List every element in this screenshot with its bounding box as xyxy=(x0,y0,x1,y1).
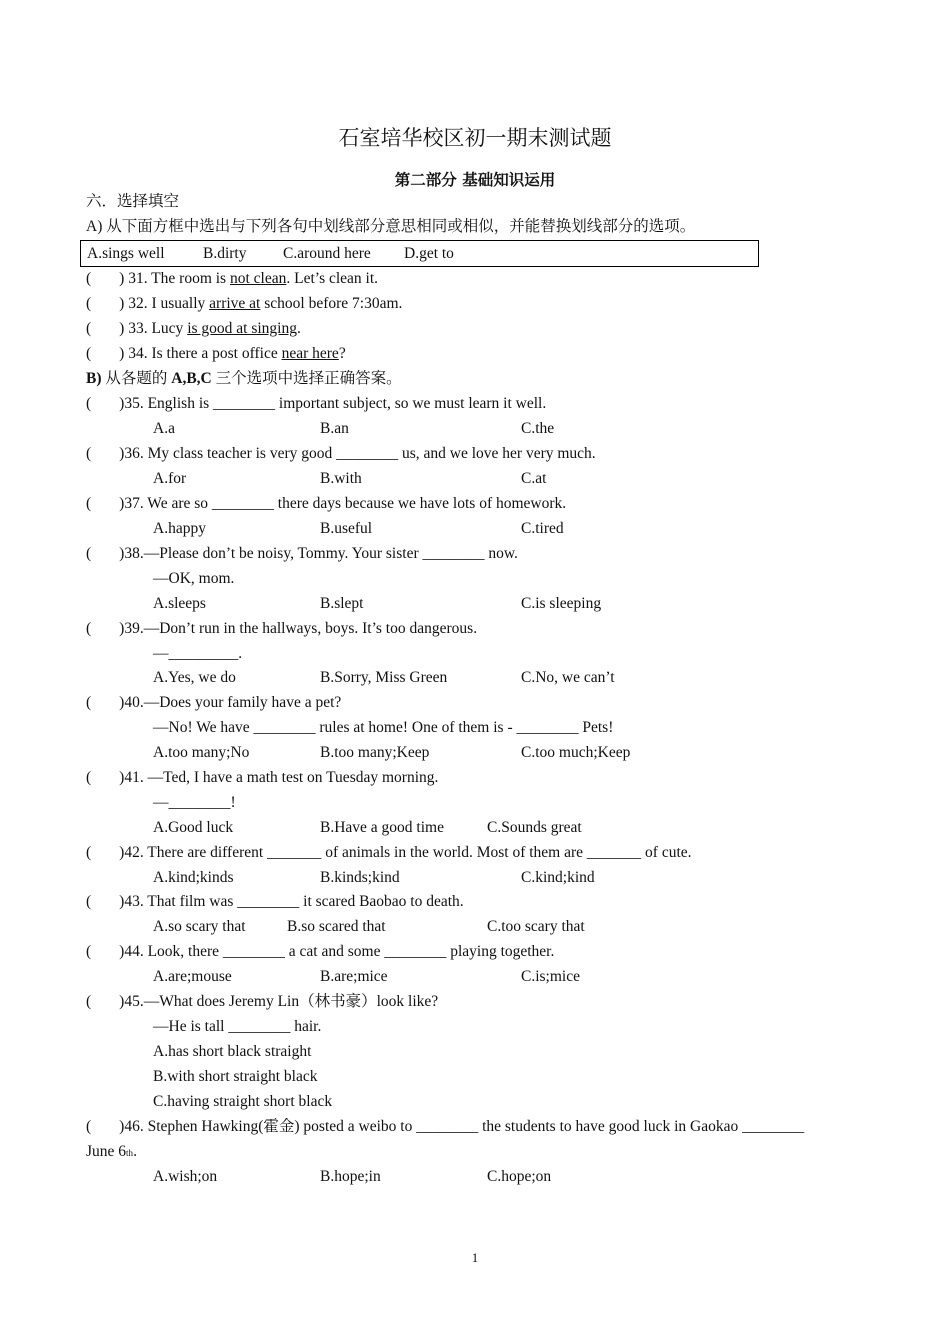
q44-option-b: B.are;mice xyxy=(320,968,388,985)
q41-option-c: C.Sounds great xyxy=(487,819,582,836)
paren: ( xyxy=(86,620,92,637)
q46-ordinal-suffix: th xyxy=(126,1148,134,1158)
q39-option-c: C.No, we can’t xyxy=(521,669,615,686)
part-b-text-2: 三个选项中选择正确答案。 xyxy=(211,370,402,387)
q45-text: )45.—What does Jeremy Lin（林书豪）look like? xyxy=(119,993,439,1010)
paren: ( xyxy=(86,270,92,287)
box-option-b: B.dirty xyxy=(203,245,247,262)
question-44 xyxy=(86,942,554,962)
q36-option-a: A.for xyxy=(153,470,187,487)
q40-option-c: C.too much;Keep xyxy=(521,744,631,761)
q45-option-b: B.with short straight black xyxy=(153,1068,318,1085)
paren: ( xyxy=(86,345,92,362)
q46-cont-text: June 6 xyxy=(86,1143,127,1160)
q36-option-c: C.at xyxy=(521,470,547,487)
part-b-label: B) xyxy=(86,370,102,387)
q41-option-a: A.Good luck xyxy=(153,819,234,836)
q38-option-c: C.is sleeping xyxy=(521,595,602,612)
section-subtitle: 第二部分 基础知识运用 xyxy=(394,171,556,189)
q35-option-a: A.a xyxy=(153,420,175,437)
q32-pre: ) 32. I usually xyxy=(119,295,210,312)
q38-option-a: A.sleeps xyxy=(153,595,206,612)
q38-reply: —OK, mom. xyxy=(153,570,235,587)
paren: ( xyxy=(86,844,92,861)
q34-underline: near here xyxy=(281,345,339,362)
paren: ( xyxy=(86,395,92,412)
q46-option-c: C.hope;on xyxy=(487,1168,552,1185)
q43-text: )43. That film was ________ it scared Baobao to death. xyxy=(119,893,464,910)
q46-end-punct: . xyxy=(133,1143,137,1160)
q42-option-c: C.kind;kind xyxy=(521,869,595,886)
q37-option-a: A.happy xyxy=(153,520,206,537)
q40-reply: —No! We have ________ rules at home! One of them is - ________ Pets! xyxy=(153,719,614,736)
q39-text: )39.—Don’t run in the hallways, boys. It’s too dangerous. xyxy=(119,620,478,637)
part-a-instruction: A) 从下面方框中选出与下列各句中划线部分意思相同或相似，并能替换划线部分的选项。 xyxy=(86,218,696,235)
paren: ( xyxy=(86,295,92,312)
q45-option-a: A.has short black straight xyxy=(153,1043,312,1060)
paren: ( xyxy=(86,769,92,786)
paren: ( xyxy=(86,495,92,512)
question-46 xyxy=(86,1117,804,1137)
question-31 xyxy=(86,269,378,289)
q43-option-a: A.so scary that xyxy=(153,918,246,935)
question-34 xyxy=(86,344,346,364)
q39-option-a: A.Yes, we do xyxy=(153,669,236,686)
q46-text: )46. Stephen Hawking(霍金) posted a weibo to ________ the students to have good luck in Gaokao ________ xyxy=(119,1118,805,1135)
question-45 xyxy=(86,992,438,1012)
part-b-instruction xyxy=(86,369,402,389)
question-39 xyxy=(86,619,477,639)
q38-text: )38.—Please don’t be noisy, Tommy. Your sister ________ now. xyxy=(119,545,518,562)
paren: ( xyxy=(86,545,92,562)
q46-option-b: B.hope;in xyxy=(320,1168,381,1185)
q32-underline: arrive at xyxy=(209,295,261,312)
q40-text: )40.—Does your family have a pet? xyxy=(119,694,342,711)
q39-reply: —_________. xyxy=(153,645,243,662)
paren: ( xyxy=(86,320,92,337)
box-option-a: A.sings well xyxy=(87,245,165,262)
q40-option-a: A.too many;No xyxy=(153,744,250,761)
q44-option-c: C.is;mice xyxy=(521,968,580,985)
q33-post: . xyxy=(296,320,301,337)
q35-option-c: C.the xyxy=(521,420,555,437)
q38-option-b: B.slept xyxy=(320,595,364,612)
question-36 xyxy=(86,444,596,464)
q36-text: )36. My class teacher is very good ________ us, and we love her very much. xyxy=(119,445,596,462)
section-six-heading: 六．选择填空 xyxy=(86,193,180,210)
q44-text: )44. Look, there ________ a cat and some ________ playing together. xyxy=(119,943,555,960)
part-b-text-1: 从各题的 xyxy=(101,370,172,387)
q33-pre: ) 33. Lucy xyxy=(119,320,188,337)
q34-pre: ) 34. Is there a post office xyxy=(119,345,282,362)
paren: ( xyxy=(86,445,92,462)
q39-option-b: B.Sorry, Miss Green xyxy=(320,669,448,686)
q43-option-b: B.so scared that xyxy=(287,918,386,935)
q45-option-c: C.having straight short black xyxy=(153,1093,333,1110)
q41-option-b: B.Have a good time xyxy=(320,819,444,836)
q45-reply: —He is tall ________ hair. xyxy=(153,1018,322,1035)
page-number: 1 xyxy=(471,1250,479,1265)
question-38 xyxy=(86,544,518,564)
paren: ( xyxy=(86,993,92,1010)
question-40 xyxy=(86,693,341,713)
paren: ( xyxy=(86,694,92,711)
q41-reply: —________! xyxy=(153,794,236,811)
question-33 xyxy=(86,319,301,339)
box-option-c: C.around here xyxy=(283,245,371,262)
options-box xyxy=(80,240,759,267)
q31-pre: ) 31. The room is xyxy=(119,270,230,287)
paren: ( xyxy=(86,943,92,960)
question-43 xyxy=(86,892,464,912)
q43-option-c: C.too scary that xyxy=(487,918,585,935)
q32-post: school before 7:30am. xyxy=(260,295,403,312)
question-42 xyxy=(86,843,692,863)
q44-option-a: A.are;mouse xyxy=(153,968,232,985)
q46-option-a: A.wish;on xyxy=(153,1168,218,1185)
q42-text: )42. There are different _______ of animals in the world. Most of them are _______ of cute. xyxy=(119,844,692,861)
paren: ( xyxy=(86,893,92,910)
q41-text: )41. —Ted, I have a math test on Tuesday morning. xyxy=(119,769,439,786)
q42-option-b: B.kinds;kind xyxy=(320,869,400,886)
q34-post: ? xyxy=(338,345,346,362)
q37-option-b: B.useful xyxy=(320,520,373,537)
part-b-bold: A,B,C xyxy=(171,370,212,387)
page-title: 石室培华校区初一期末测试题 xyxy=(338,126,612,150)
q37-text: )37. We are so ________ there days because we have lots of homework. xyxy=(119,495,567,512)
q35-text: )35. English is ________ important subject, so we must learn it well. xyxy=(119,395,547,412)
question-41 xyxy=(86,768,438,788)
q31-underline: not clean xyxy=(229,270,287,287)
q40-option-b: B.too many;Keep xyxy=(320,744,430,761)
q42-option-a: A.kind;kinds xyxy=(153,869,234,886)
q37-option-c: C.tired xyxy=(521,520,564,537)
paren: ( xyxy=(86,1118,92,1135)
q33-underline: is good at singing xyxy=(187,320,297,337)
q36-option-b: B.with xyxy=(320,470,362,487)
q46-continuation xyxy=(86,1142,137,1163)
question-35 xyxy=(86,394,546,414)
q31-post: . Let’s clean it. xyxy=(286,270,379,287)
q35-option-b: B.an xyxy=(320,420,349,437)
box-option-d: D.get to xyxy=(404,245,454,262)
question-32 xyxy=(86,294,402,314)
question-37 xyxy=(86,494,566,514)
